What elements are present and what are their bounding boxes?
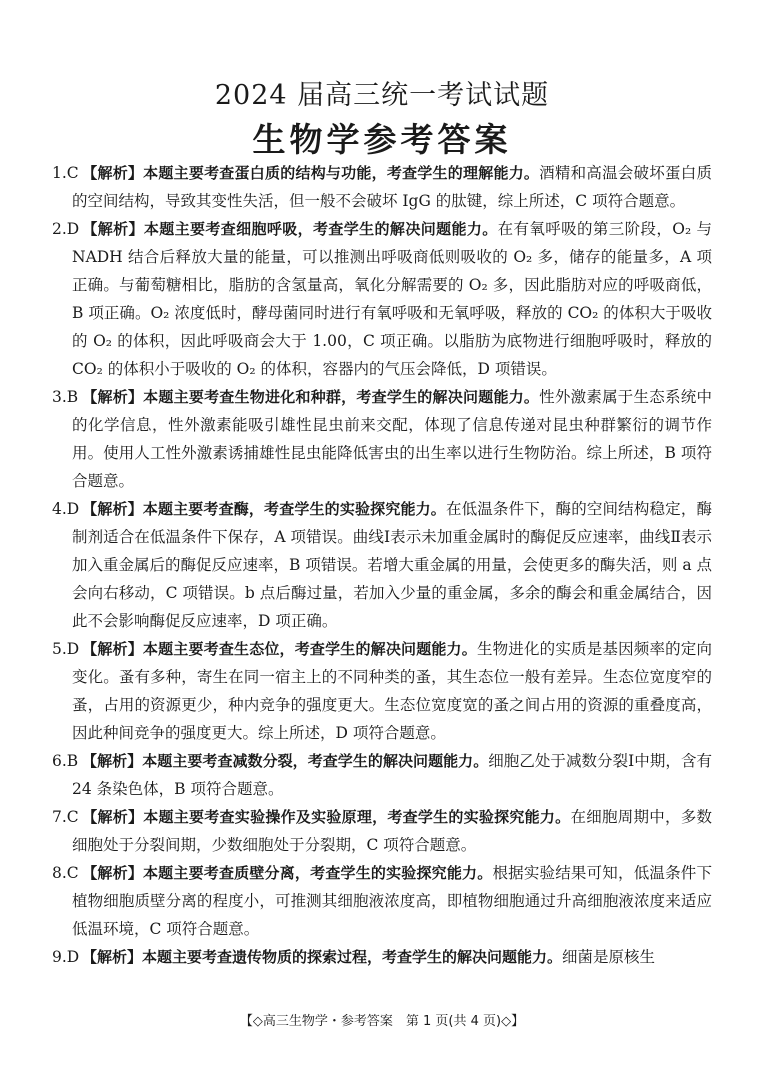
answer-item-3 (52, 383, 712, 495)
analysis-body: 性外激素属于生态系统中的化学信息，性外激素能吸引雄性昆虫前来交配，体现了信息传递对昆虫种群繁衍的调节作用。使用人工性外激素诱捕雄性昆虫能降低害虫的出生率以进行生物防治。综上所述，B 项符合题意。 (72, 388, 712, 490)
answer-letter: C (66, 864, 79, 882)
answer-item-7 (52, 803, 712, 859)
question-number: 8.C (52, 864, 79, 882)
page-footer: 【◇高三生物学・参考答案 第 1 页(共 4 页)◇】 (239, 1014, 525, 1029)
exam-title: 2024 届高三统一考试试题 (214, 80, 550, 111)
analysis-focus: 【解析】本题主要考查质壁分离，考查学生的实验探究能力。 (82, 864, 493, 882)
analysis-body: 在有氧呼吸的第三阶段，O₂ 与 NADH 结合后释放大量的能量，可以推测出呼吸商低则吸收的 O₂ 多，储存的能量多，A 项正确。与葡萄糖相比，脂肪的含氢量高，氧化分解需要的 O₂ 多，因此脂肪对应的呼吸商低，B 项正确。O₂ 浓度低时，酵母菌同时进行有氧呼吸和无氧呼吸，释放的 CO₂ 的体积大于吸收的 O₂ 的体积，因此呼吸商会大于 1.00，C 项正确。以脂肪为底物进行细胞呼吸时，释放的 CO₂ 的体积小于吸收的 O₂ 的体积，容器内的气压会降低，D 项错误。 (72, 220, 712, 378)
answer-letter: B (66, 752, 79, 770)
analysis-focus: 【解析】本题主要考查减数分裂，考查学生的解决问题能力。 (82, 752, 489, 770)
answer-item-6 (52, 747, 712, 803)
answer-letter: C (66, 164, 79, 182)
answer-item-2 (52, 215, 712, 383)
analysis-focus: 【解析】本题主要考查生态位，考查学生的解决问题能力。 (82, 640, 477, 658)
answer-letter: D (66, 948, 80, 966)
question-number: 7.C (52, 808, 79, 826)
question-number: 4.D (52, 500, 80, 518)
question-number: 1.C (52, 164, 79, 182)
answer-item-5 (52, 635, 712, 747)
analysis-body: 细胞乙处于减数分裂Ⅰ中期，含有 24 条染色体，B 项符合题意。 (72, 752, 712, 798)
answer-list (52, 159, 712, 971)
answer-letter: D (66, 220, 80, 238)
analysis-body: 在细胞周期中，多数细胞处于分裂间期，少数细胞处于分裂期，C 项符合题意。 (72, 808, 712, 854)
question-number: 5.D (52, 640, 80, 658)
answer-item-9 (52, 943, 712, 971)
question-number: 6.B (52, 752, 79, 770)
analysis-body: 在低温条件下，酶的空间结构稳定，酶制剂适合在低温条件下保存，A 项错误。曲线Ⅰ表示未加重金属时的酶促反应速率，曲线Ⅱ表示加入重金属后的酶促反应速率，B 项错误。若增大重金属的用量，会使更多的酶失活，则 a 点会向右移动，C 项错误。b 点后酶过量，若加入少量的重金属，多余的酶会和重金属结合，因此不会影响酶促反应速率，D 项正确。 (72, 500, 712, 630)
analysis-focus: 【解析】本题主要考查酶，考查学生的实验探究能力。 (82, 500, 446, 518)
answer-key-title: 生物学参考答案 (252, 120, 512, 159)
answer-item-1 (52, 159, 712, 215)
answer-letter: D (66, 640, 80, 658)
analysis-body: 生物进化的实质是基因频率的定向变化。蚤有多种，寄生在同一宿主上的不同种类的蚤，其生态位一般有差异。生态位宽度窄的蚤，占用的资源更少，种内竞争的强度更大。生态位宽度宽的蚤之间占用的资源的重叠度高，因此种间竞争的强度更大。综上所述，D 项符合题意。 (72, 640, 712, 742)
analysis-body: 细菌是原核生 (562, 948, 656, 966)
question-number: 2.D (52, 220, 80, 238)
analysis-focus: 【解析】本题主要考查实验操作及实验原理，考查学生的实验探究能力。 (82, 808, 571, 826)
analysis-focus: 【解析】本题主要考查生物进化和种群，考查学生的解决问题能力。 (82, 388, 540, 406)
question-number: 3.B (52, 388, 79, 406)
analysis-focus: 【解析】本题主要考查蛋白质的结构与功能，考查学生的理解能力。 (82, 164, 540, 182)
answer-letter: B (66, 388, 79, 406)
analysis-focus: 【解析】本题主要考查细胞呼吸，考查学生的解决问题能力。 (82, 220, 498, 238)
answer-item-4 (52, 495, 712, 635)
analysis-body: 根据实验结果可知，低温条件下植物细胞质壁分离的程度小，可推测其细胞液浓度高，即植物细胞通过升高细胞液浓度来适应低温环境，C 项符合题意。 (72, 864, 712, 938)
question-number: 9.D (52, 948, 80, 966)
answer-letter: D (66, 500, 80, 518)
analysis-body: 酒精和高温会破坏蛋白质的空间结构，导致其变性失活，但一般不会破坏 IgG 的肽键，综上所述，C 项符合题意。 (72, 164, 712, 210)
answer-item-8 (52, 859, 712, 943)
analysis-focus: 【解析】本题主要考查遗传物质的探索过程，考查学生的解决问题能力。 (82, 948, 563, 966)
answer-letter: C (66, 808, 79, 826)
